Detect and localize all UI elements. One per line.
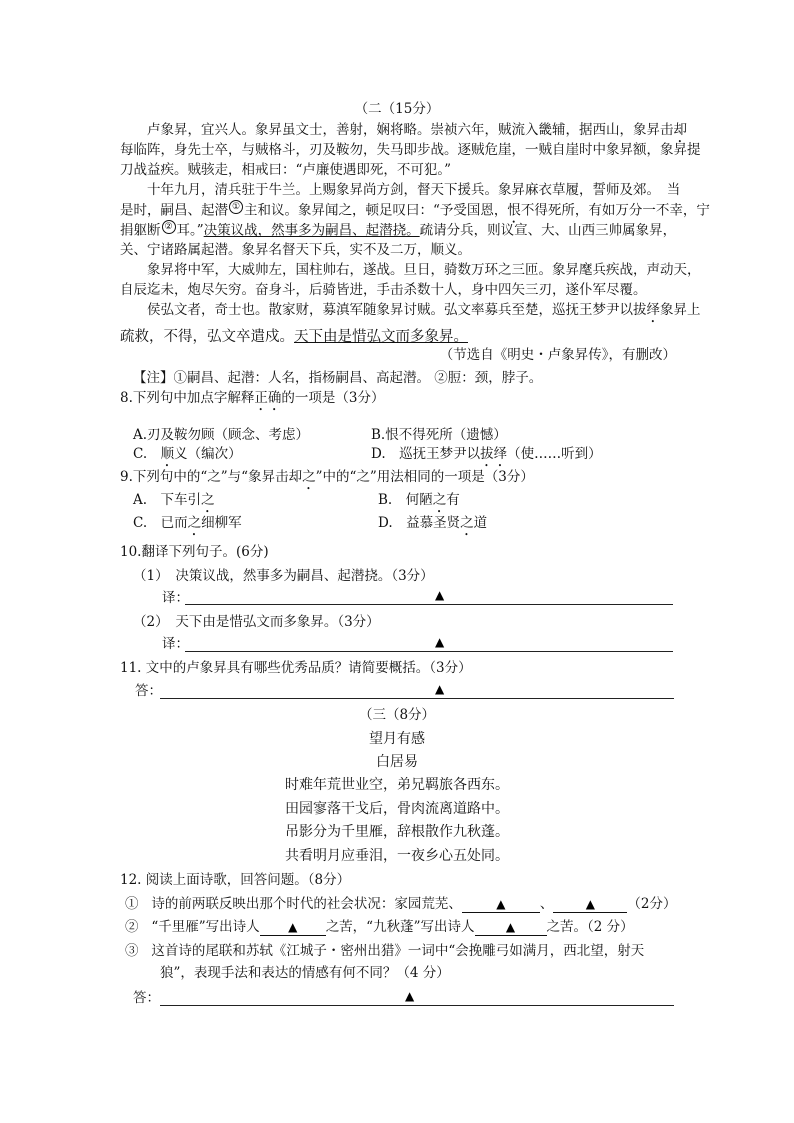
q8-option-b: B.恨不得死所（遗憾） (371, 427, 507, 443)
poem-line-4: 共看明月应垂泪，一夜乡心五处同。 (285, 848, 509, 864)
section3-heading: （三（8分） (358, 707, 436, 723)
q10-1-answer-mark: ▲ (435, 588, 445, 602)
para1-line2: 每临阵，身先士卒，与贼格斗，刃及鞍勿，失马即步战。逐贼危崖，一贼自崖时中象昇额，象昇提 (120, 142, 701, 158)
q12-item-3-line1: ③ 这首诗的尾联和苏轼《江城子・密州出猎》一词中“会挽雕弓如满月，西北望，射天 (125, 943, 645, 959)
q11-answer-mark: ▲ (435, 682, 445, 696)
para2-line2: 是时，嗣昌、起潜 ① 主和议。象昇闻之，顿足叹曰：“予受国恩，恨不得死所，有如万分一不幸，宁 (120, 202, 710, 219)
underlined-sentence-1: 决策议战，然事多为嗣昌、起潜挠。 (203, 222, 420, 239)
q10-sentence-1: （1） 决策议战，然事多为嗣昌、起潜挠。（3分） (133, 568, 434, 584)
poem-author: 白居易 (376, 754, 418, 770)
q8-stem: 8.下列句中加点字解释正确的一项是（3分） (120, 390, 385, 406)
q12-item-3-line2: 狼”，表现手法和表达的情感有何不同？（4 分） (160, 965, 450, 981)
poem-line-2: 田园寥落干戈后，骨肉流离道路中。 (285, 801, 509, 817)
q9-option-c: C. 已而之细柳军 (133, 515, 242, 531)
q12-2-blank-1[interactable]: ▲ (260, 919, 326, 936)
q12-stem: 12. 阅读上面诗歌，回答问题。（8分） (120, 872, 351, 888)
para3-line2: 自辰迄未，炮尽矢穷。奋身斗，后骑皆进，手击杀数十人，身中四矢三刃，遂仆军尽覆。 (120, 282, 647, 298)
q11-answer-line[interactable] (160, 698, 674, 699)
q12-item-1: ① 诗的前两联反映出那个时代的社会状况：家园荒芜、 ▲ 、 ▲ （2分） (125, 896, 677, 912)
poem-line-3: 吊影分为千里雁，辞根散作九秋蓬。 (285, 824, 509, 840)
source-citation: （节选自《明史・卢象昇传》，有删改） (439, 347, 676, 363)
q8-option-d: D. 巡抚王梦尹以拔绎（使……听到） (371, 446, 602, 462)
para2-line3: 捐躯断 ② 耳。”决策议战，然事多为嗣昌、起潜挠。疏请分兵，则议宣、大、山西三帅属象昇， (120, 222, 677, 239)
q12-2-blank-2[interactable]: ▲ (475, 919, 547, 936)
para2-line4: 关、宁诸路属起潜。象昇名督天下兵，实不及二万，顺义。 (120, 242, 471, 258)
q10-sentence-2: （2） 天下由是惜弘文而多象昇。（3分） (133, 614, 380, 630)
q10-2-answer-line[interactable] (185, 651, 673, 652)
para4-line1: 侯弘文者，奇士也。散家财，募滇军随象昇讨贼。弘文率募兵至楚，巡抚王梦尹以拔绎象昇上 (147, 302, 701, 318)
para1-line3: 刀战益疾。贼骇走，相戒曰：“卢廉使遇即死，不可犯。” (120, 162, 452, 178)
q10-stem: 10.翻译下列句子。(6分) (120, 544, 269, 560)
q12-answer-mark: ▲ (405, 989, 415, 1003)
poem-line-1: 时难年荒世业空，弟兄羁旅各西东。 (285, 777, 509, 793)
note-mark-2: ② (162, 220, 176, 234)
q9-option-d: D. 益慕圣贤之道 (378, 515, 488, 531)
section2-heading: （二（15分） (354, 101, 440, 117)
q11-stem: 11. 文中的卢象昇具有哪些优秀品质？请简要概括。（3分） (120, 660, 472, 676)
q10-1-label: 译： (162, 590, 189, 606)
q9-option-b: B. 何陋之有 (378, 492, 460, 508)
para2-line1: 十年九月，清兵驻于牛兰。上赐象昇尚方剑，督天下援兵。象昇麻衣草履，誓师及郊。 当 (147, 182, 681, 198)
q12-answer-line[interactable] (160, 1005, 674, 1006)
q8-option-c: C. 顺义（编次） (133, 446, 242, 462)
annotation-note: 【注】①嗣昌、起潜：人名，指杨嗣昌、高起潜。 ②脰：颈，脖子。 (133, 370, 543, 386)
q12-1-blank-1[interactable]: ▲ (462, 896, 540, 913)
q10-2-answer-mark: ▲ (435, 635, 445, 649)
note-mark-1: ① (229, 200, 243, 214)
q9-option-a: A. 下车引之 (133, 492, 215, 508)
q9-stem: 9.下列句中的“之”与“象昇击却之”中的“之”用法相同的一项是（3分） (120, 469, 534, 485)
para4-line2: 疏救，不得，弘文卒遣戍。天下由是惜弘文而多象昇。 (120, 329, 468, 345)
q8-option-a: A.刃及鞍勿顾（顾念、考虑） (133, 427, 310, 443)
q12-item-2: ② “千里雁”写出诗人 ▲ 之苦，“九秋蓬”写出诗人 ▲ 之苦。（2 分） (125, 919, 634, 935)
q12-1-blank-2[interactable]: ▲ (553, 896, 627, 913)
q12-label: 答： (133, 990, 160, 1006)
q10-2-label: 译： (162, 636, 189, 652)
para3-line1: 象昇将中军，大威帅左，国柱帅右，遂战。旦日，骑数万环之三匝。象昇麾兵疾战，声动天， (147, 262, 701, 278)
q11-label: 答： (135, 683, 162, 699)
underlined-sentence-2: 天下由是惜弘文而多象昇。 (294, 329, 468, 345)
q10-1-answer-line[interactable] (185, 604, 673, 605)
poem-title: 望月有感 (369, 731, 425, 747)
para1-line1: 卢象昇，宜兴人。象昇虽文士，善射，娴将略。崇祯六年，贼流入畿辅，据西山，象昇击却 (147, 122, 687, 138)
